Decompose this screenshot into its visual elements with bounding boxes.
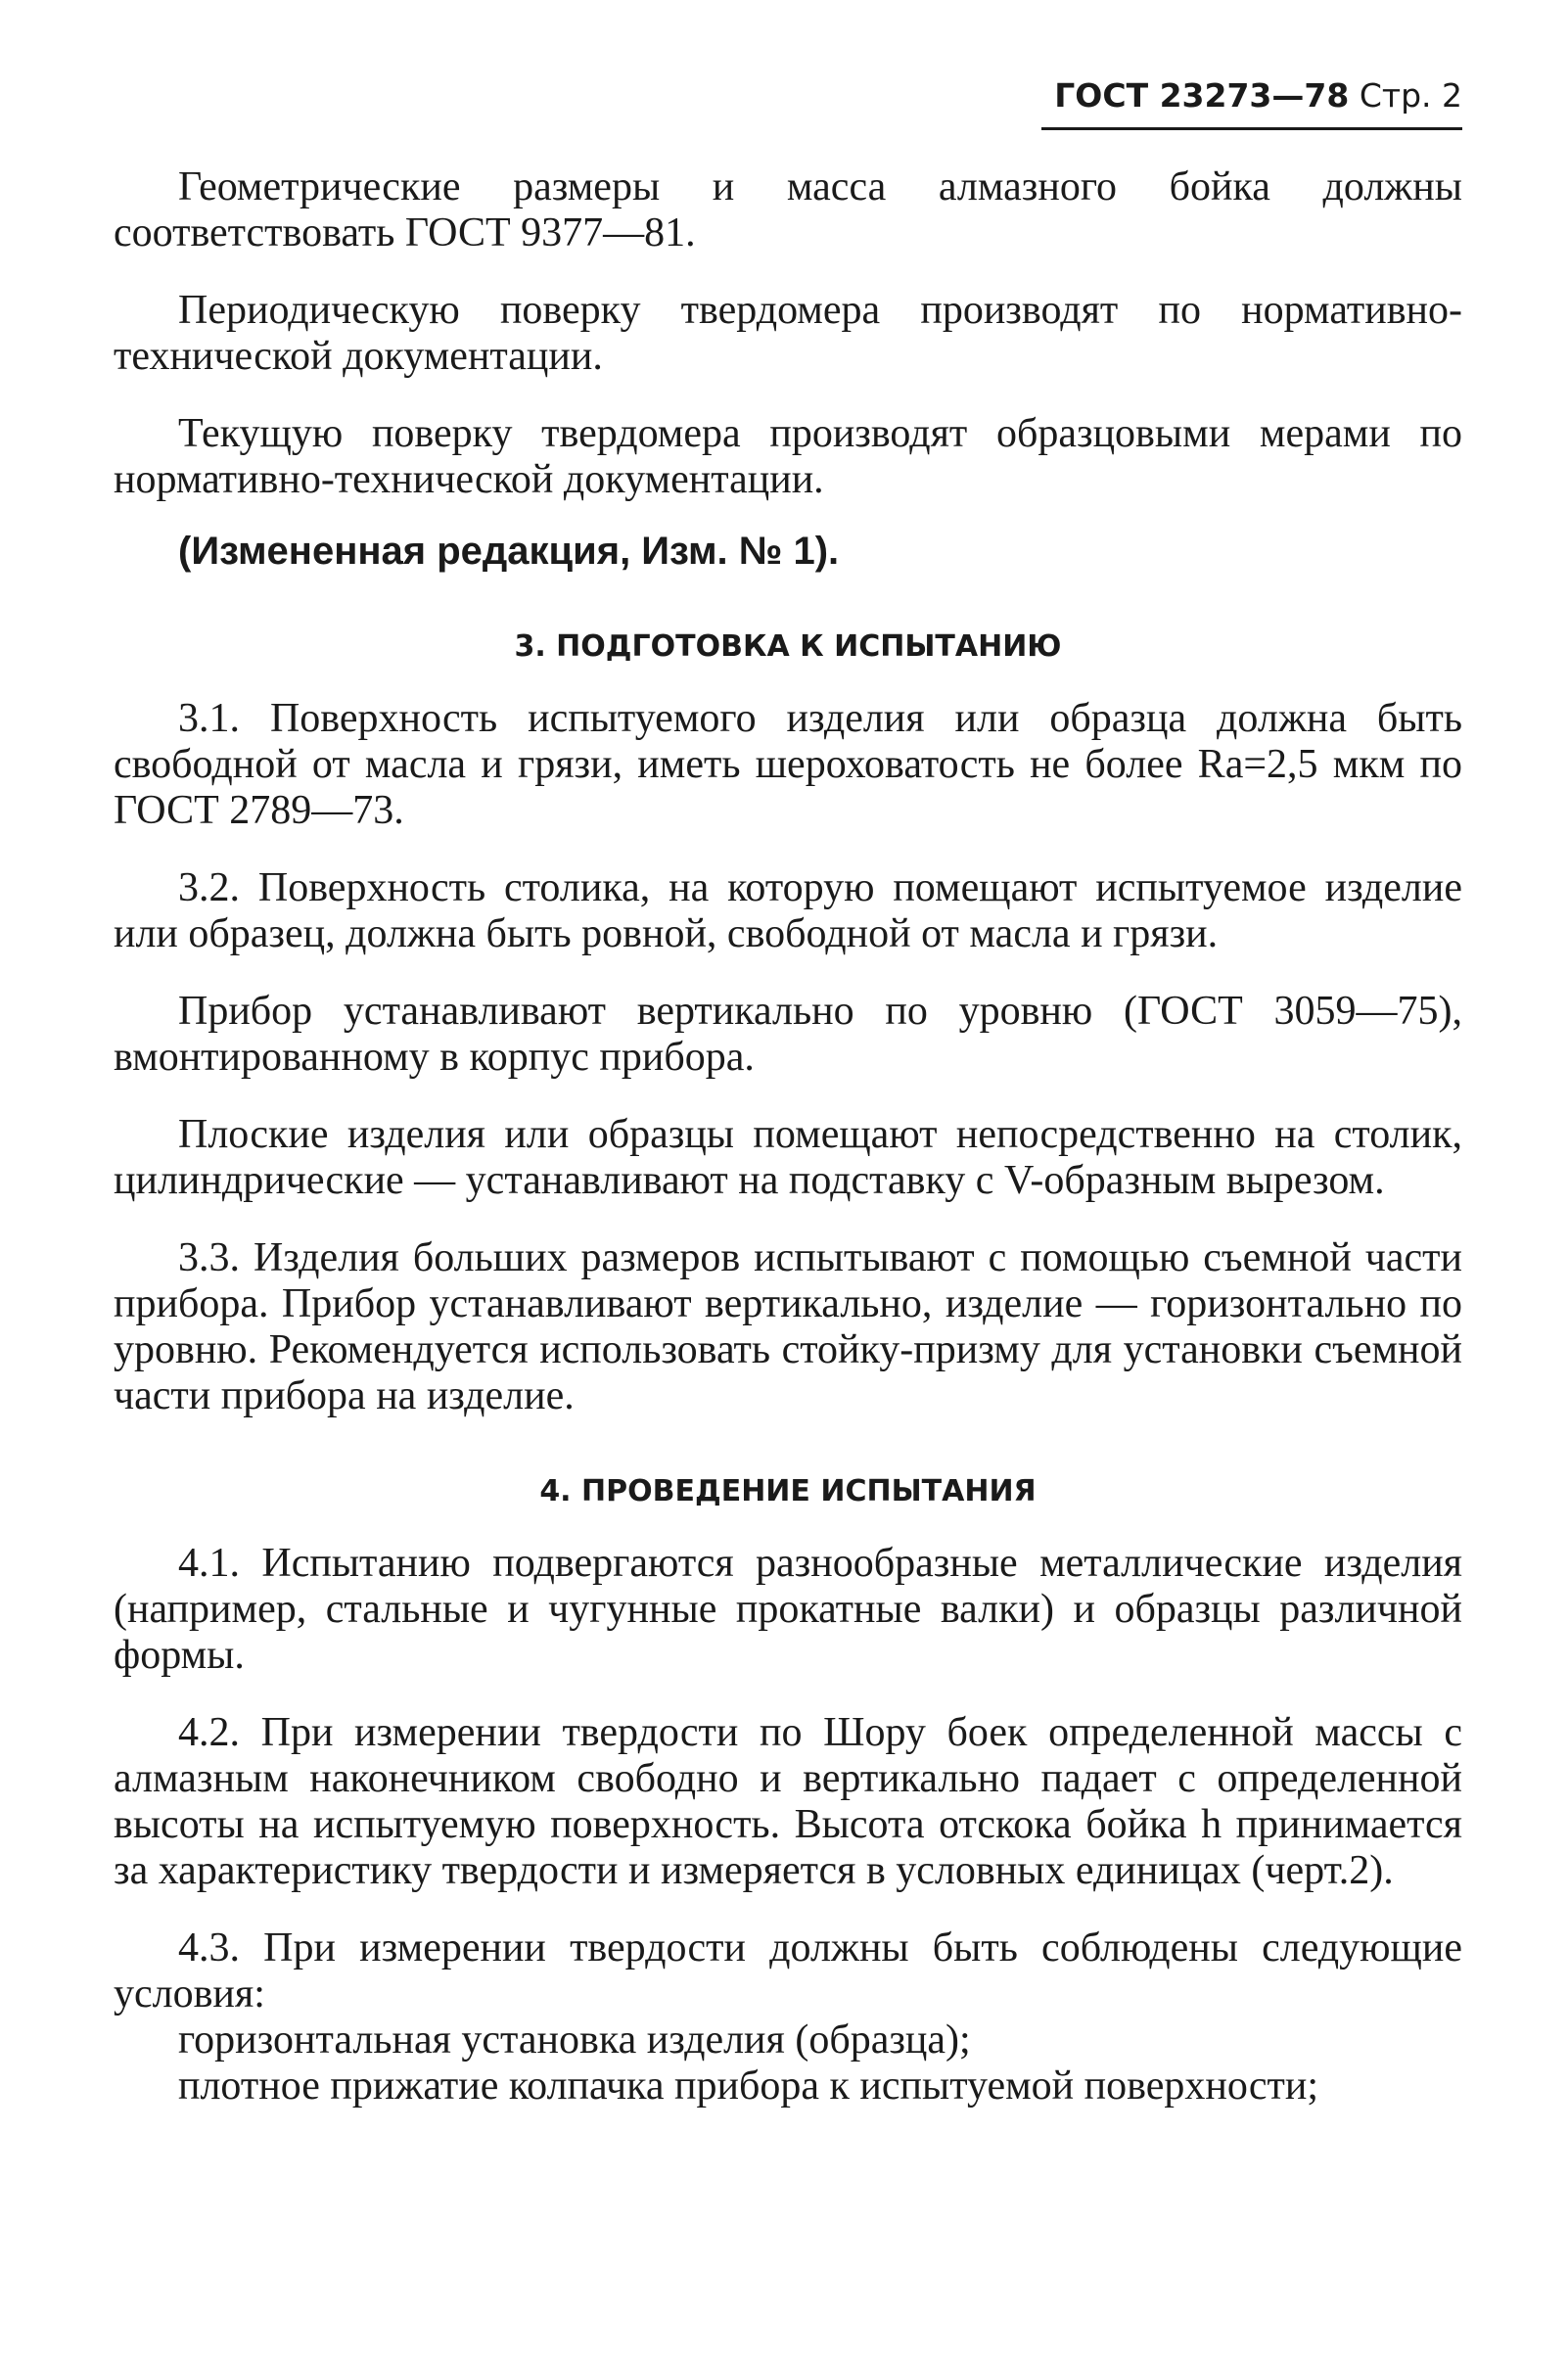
page-number: Стр. 2 [1359,76,1462,115]
clause-4-3: 4.3. При измерении твердости должны быть соблюдены следующие условия: [114,1925,1462,2017]
page-header [1041,76,1462,116]
paragraph: Текущую поверку твердомера производят образцовыми мерами по нормативно-технической документации. [114,411,1462,502]
paragraph: Плоские изделия или образцы помещают непосредственно на столик, цилиндрические — устанавливают на подставку с V-образным вырезом. [114,1112,1462,1203]
standard-code: ГОСТ 23273—78 [1054,76,1350,115]
section-heading-3: 3. ПОДГОТОВКА К ИСПЫТАНИЮ [514,629,1062,664]
paragraph: Периодическую поверку твердомера производят по нормативно-технической документации. [114,288,1462,379]
header-rule [1041,127,1462,130]
paragraph: Геометрические размеры и масса алмазного бойка должны соответствовать ГОСТ 9377—81. [114,164,1462,255]
section-heading-4: 4. ПРОВЕДЕНИЕ ИСПЫТАНИЯ [539,1474,1037,1508]
clause-3-2: 3.2. Поверхность столика, на которую помещают испытуемое изделие или образец, должна быть ровной, свободной от масла и грязи. [114,865,1462,956]
clause-3-1: 3.1. Поверхность испытуемого изделия или образца должна быть свободной от масла и грязи, иметь шероховатость не более Ra=2,5 мкм по ГОСТ 2789—73. [114,696,1462,833]
clause-4-1: 4.1. Испытанию подвергаются разнообразные металлические изделия (например, стальные и чугунные прокатные валки) и образцы различной формы. [114,1541,1462,1678]
clause-3-3: 3.3. Изделия больших размеров испытывают с помощью съемной части прибора. Прибор устанавливают вертикально, изделие — горизонтально по уровню. Рекомендуется использовать стойку-призму для установки съемной части прибора на изделие. [114,1235,1462,1418]
clause-4-2: 4.2. При измерении твердости по Шору боек определенной массы с алмазным наконечником свободно и вертикально падает с определенной высоты на испытуемую поверхность. Высота отскока бойка h принимается за характеристику твердости и измеряется в условных единицах (черт.2). [114,1710,1462,1893]
list-item: горизонтальная установка изделия (образца); [178,2017,971,2063]
list-item: плотное прижатие колпачка прибора к испытуемой поверхности; [178,2064,1319,2109]
amendment-note: (Измененная редакция, Изм. № 1). [178,530,840,573]
paragraph: Прибор устанавливают вертикально по уровню (ГОСТ 3059—75), вмонтированному в корпус прибора. [114,989,1462,1080]
document-body [114,164,1462,2110]
